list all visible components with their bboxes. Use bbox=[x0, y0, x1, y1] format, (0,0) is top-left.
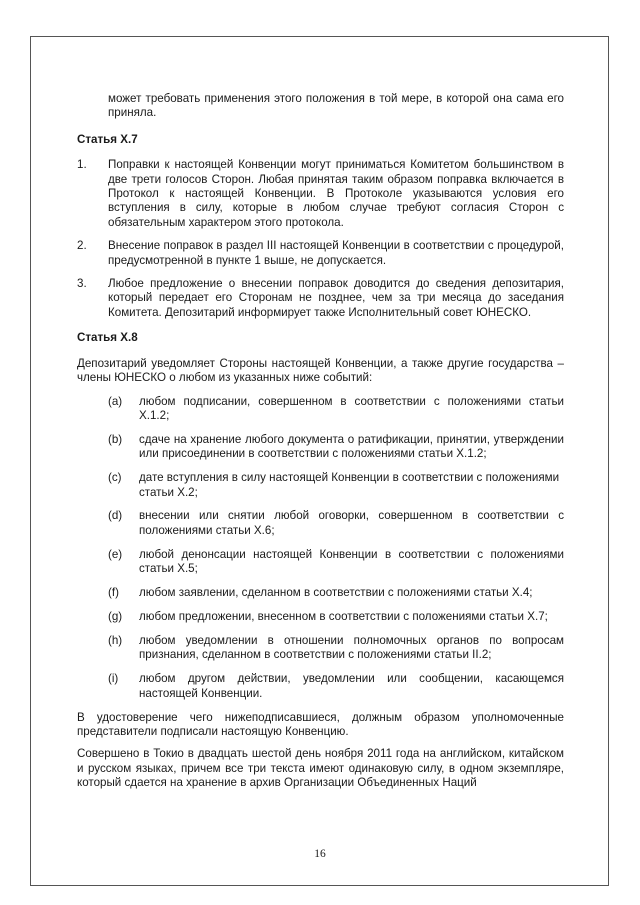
article-x8-intro: Депозитарий уведомляет Стороны настоящей Конвенции, а также другие государства – члены ЮНЕСКО о любом из указанных ниже событий: bbox=[77, 356, 564, 385]
item-text: Любое предложение о внесении поправок доводится до сведения депозитария, который передает его Сторонам не позднее, чем за три месяца до заседания Комитета. Депозитарий информирует также Исполнительный совет ЮНЕСКО. bbox=[108, 277, 564, 319]
page-number: 16 bbox=[314, 848, 326, 860]
item-number: 1. bbox=[77, 158, 87, 172]
event-item bbox=[108, 509, 564, 538]
document-body bbox=[77, 92, 564, 799]
event-item bbox=[108, 672, 564, 701]
item-letter: (i) bbox=[108, 672, 119, 686]
item-text: любом заявлении, сделанном в соответствии с положениями статьи X.4; bbox=[139, 586, 533, 600]
intro-continuation: может требовать применения этого положения в той мере, в которой она сама его приняла. bbox=[108, 92, 564, 120]
item-letter: (f) bbox=[108, 586, 119, 600]
event-item bbox=[108, 548, 564, 577]
item-letter: (d) bbox=[108, 509, 123, 523]
item-text: любом уведомлении в отношении полномочных органов по вопросам признания, сделанном в соответствии с положениями статьи II.2; bbox=[139, 633, 564, 662]
article-x7-item bbox=[77, 158, 564, 230]
item-number: 2. bbox=[77, 239, 87, 253]
item-text: любой денонсации настоящей Конвенции в соответствии с положениями статьи X.5; bbox=[139, 547, 564, 576]
item-letter: (c) bbox=[108, 471, 122, 485]
item-text: внесении или снятии любой оговорки, совершенном в соответствии с положениями статьи X.6; bbox=[139, 509, 564, 537]
item-text: Поправки к настоящей Конвенции могут приниматься Комитетом большинством в две трети голосов Сторон. Любая принятая таким образом поправка включается в Протокол к настоящей Конвенции. В Протоколе указываются условия его вступления в силу, которые в любом случае требуют согласия Сторон с обязательным характером этого протокола. bbox=[108, 158, 564, 229]
item-letter: (g) bbox=[108, 609, 123, 623]
event-item bbox=[108, 610, 564, 624]
item-letter: (h) bbox=[108, 633, 123, 647]
event-item bbox=[108, 586, 564, 600]
item-letter: (e) bbox=[108, 547, 123, 561]
event-item bbox=[108, 395, 564, 424]
article-x7-item bbox=[77, 277, 564, 320]
item-text: любом другом действии, уведомлении или сообщении, касающемся настоящей Конвенции. bbox=[139, 672, 564, 700]
item-number: 3. bbox=[77, 277, 87, 291]
event-item bbox=[108, 634, 564, 663]
item-letter: (a) bbox=[108, 394, 123, 408]
item-text: сдаче на хранение любого документа о ратификации, принятии, утверждении или присоединении в соответствии с положениями статьи X.1.2; bbox=[139, 432, 564, 461]
item-text: любом подписании, совершенном в соответствии с положениями статьи X.1.2; bbox=[139, 394, 564, 422]
item-letter: (b) bbox=[108, 432, 123, 446]
witness-paragraph: В удостоверение чего нижеподписавшиеся, должным образом уполномоченные представители подписали настоящую Конвенцию. bbox=[77, 710, 564, 738]
article-x8-heading: Статья X.8 bbox=[77, 331, 138, 345]
item-text: дате вступления в силу настоящей Конвенции в соответствии с положениями статьи X.2; bbox=[139, 471, 560, 499]
event-item bbox=[108, 471, 564, 500]
item-text: любом предложении, внесенном в соответствии с положениями статьи X.7; bbox=[139, 609, 548, 623]
article-x7-item bbox=[77, 239, 564, 268]
done-paragraph: Совершено в Токио в двадцать шестой день ноября 2011 года на английском, китайском и русском языках, причем все три текста имеют одинаковую силу, в одном экземпляре, который сдается на хранение в архив Организации Объединенных Наций bbox=[77, 747, 564, 790]
article-x7-heading: Статья X.7 bbox=[77, 132, 138, 146]
item-text: Внесение поправок в раздел III настоящей Конвенции в соответствии с процедурой, предусмотренной в пункте 1 выше, не допускается. bbox=[108, 239, 564, 267]
event-list bbox=[77, 395, 564, 702]
event-item bbox=[108, 433, 564, 462]
